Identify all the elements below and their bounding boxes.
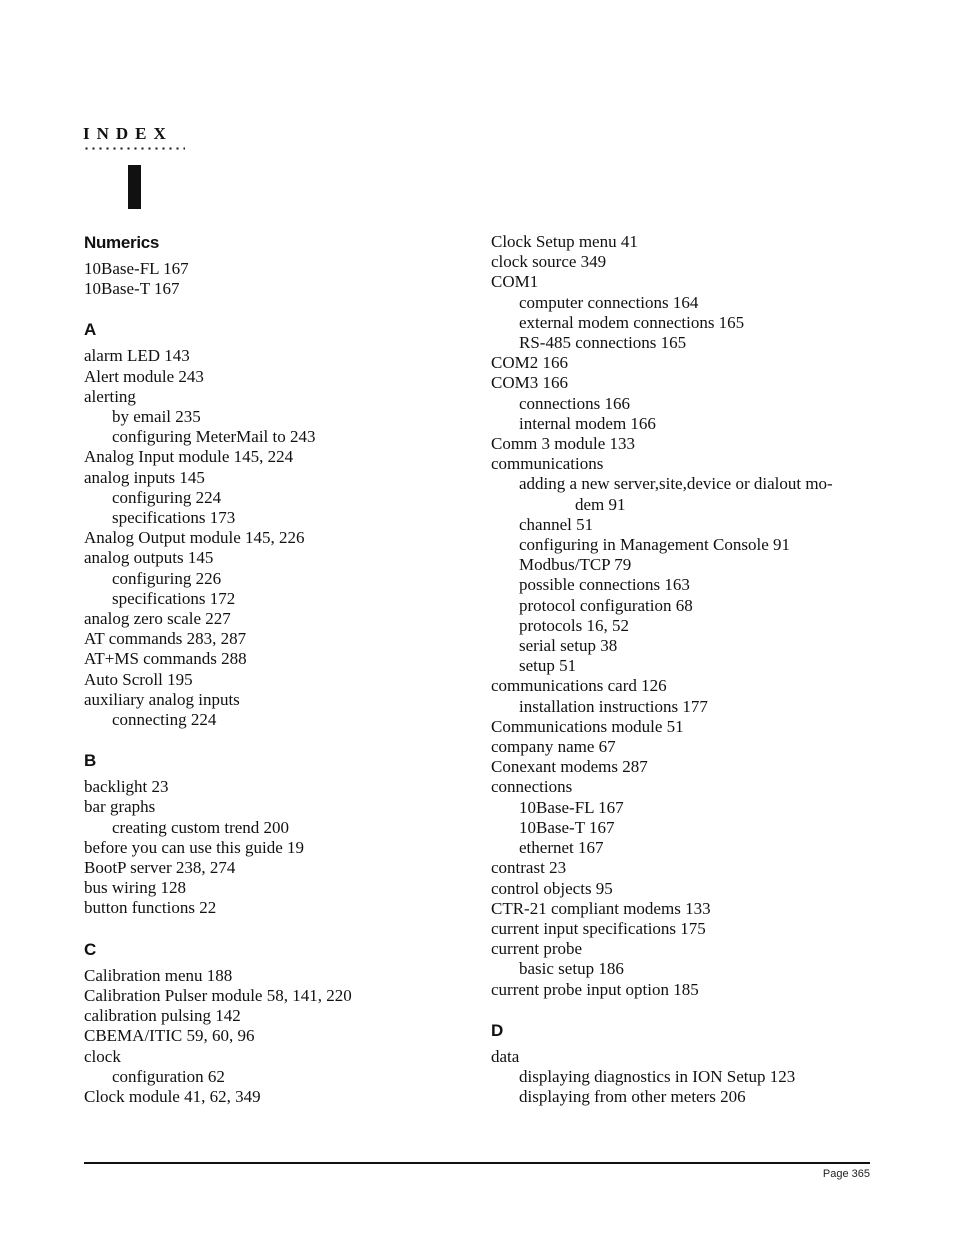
index-header-title: INDEX xyxy=(83,124,173,143)
index-entry: alarm LED 143 xyxy=(84,346,190,366)
index-subentry: computer connections 164 xyxy=(519,292,699,312)
index-entry: current probe xyxy=(491,939,583,959)
index-subentry: configuring 226 xyxy=(112,568,222,588)
index-subentry: setup 51 xyxy=(519,656,577,676)
index-entry: company name 67 xyxy=(491,737,616,757)
index-entry: 10Base-FL 167 xyxy=(84,259,189,278)
index-subentry: configuration 62 xyxy=(112,1066,225,1086)
index-entry: bar graphs xyxy=(84,797,156,817)
index-entry: analog zero scale 227 xyxy=(84,609,231,629)
index-subentry: configuring in Management Console 91 xyxy=(519,535,791,555)
footer-rule xyxy=(84,1162,870,1164)
index-entry: analog inputs 145 xyxy=(84,467,205,487)
index-subentry: configuring MeterMail to 243 xyxy=(112,427,316,447)
index-subentry: configuring 224 xyxy=(112,487,222,507)
index-subentry: serial setup 38 xyxy=(519,636,618,656)
index-entry: Calibration Pulser module 58, 141, 220 xyxy=(84,985,352,1005)
header-dotted-rule xyxy=(83,147,185,150)
index-subentry: adding a new server,site,device or dialout mo- xyxy=(519,474,833,494)
index-entry: Clock Setup menu 41 xyxy=(491,232,638,251)
index-entry: button functions 22 xyxy=(84,898,217,918)
index-subentry: protocol configuration 68 xyxy=(519,595,693,615)
index-entry: Analog Input module 145, 224 xyxy=(84,447,294,467)
index-entry: Comm 3 module 133 xyxy=(491,434,636,454)
index-column-right xyxy=(491,232,881,1107)
index-entry: before you can use this guide 19 xyxy=(84,837,304,857)
page-number: Page 365 xyxy=(822,1168,870,1180)
index-entry: Clock module 41, 62, 349 xyxy=(84,1086,261,1106)
section-heading-a: A xyxy=(84,320,96,340)
index-subentry: 10Base-FL 167 xyxy=(519,797,624,817)
index-entry: calibration pulsing 142 xyxy=(84,1006,241,1026)
index-subentry: external modem connections 165 xyxy=(519,312,745,332)
index-entry: connections xyxy=(491,777,573,797)
index-entry: COM3 166 xyxy=(491,373,568,393)
index-subentry: 10Base-T 167 xyxy=(519,817,615,837)
index-entry: analog outputs 145 xyxy=(84,548,214,568)
index-subentry: displaying from other meters 206 xyxy=(519,1087,746,1107)
index-subentry: possible connections 163 xyxy=(519,575,690,595)
index-subentry: connecting 224 xyxy=(112,710,217,730)
index-entry: control objects 95 xyxy=(491,878,613,898)
section-letter-i-graphic xyxy=(128,165,141,209)
index-entry: Alert module 243 xyxy=(84,366,204,386)
index-subentry: Modbus/TCP 79 xyxy=(519,555,632,575)
index-subentry: displaying diagnostics in ION Setup 123 xyxy=(519,1066,796,1086)
index-entry: AT+MS commands 288 xyxy=(84,649,247,669)
index-entry: communications xyxy=(491,454,604,474)
index-subentry: specifications 173 xyxy=(112,508,236,528)
index-subentry: connections 166 xyxy=(519,393,630,413)
index-entry: BootP server 238, 274 xyxy=(84,858,236,878)
section-heading-c: C xyxy=(84,939,96,959)
section-heading-numerics: Numerics xyxy=(84,233,160,252)
index-subentry: RS-485 connections 165 xyxy=(519,333,687,353)
index-entry: contrast 23 xyxy=(491,858,567,878)
index-subentry: creating custom trend 200 xyxy=(112,817,290,837)
index-entry: clock xyxy=(84,1046,121,1066)
index-subentry: by email 235 xyxy=(112,407,201,427)
index-entry: CBEMA/ITIC 59, 60, 96 xyxy=(84,1026,255,1046)
index-entry: auxiliary analog inputs xyxy=(84,689,240,709)
index-entry: Auto Scroll 195 xyxy=(84,669,193,689)
index-entry: current probe input option 185 xyxy=(491,979,699,999)
index-subentry: specifications 172 xyxy=(112,588,236,608)
index-entry: data xyxy=(491,1046,520,1066)
section-heading-b: B xyxy=(84,751,96,771)
index-subentry: ethernet 167 xyxy=(519,838,604,858)
index-subentry-continuation: dem 91 xyxy=(575,494,626,514)
index-entry: Analog Output module 145, 226 xyxy=(84,528,305,548)
index-subentry: installation instructions 177 xyxy=(519,696,708,716)
index-entry: COM2 166 xyxy=(491,353,568,373)
index-subentry: internal modem 166 xyxy=(519,413,656,433)
index-entry: 10Base-T 167 xyxy=(84,279,180,299)
index-entry: CTR-21 compliant modems 133 xyxy=(491,898,711,918)
index-entry: bus wiring 128 xyxy=(84,878,186,898)
index-entry: AT commands 283, 287 xyxy=(84,629,247,649)
section-heading-d: D xyxy=(491,1020,503,1040)
index-entry: Calibration menu 188 xyxy=(84,965,233,985)
index-entry: Communications module 51 xyxy=(491,716,684,736)
index-column-left xyxy=(84,232,474,1107)
index-entry: backlight 23 xyxy=(84,777,169,797)
index-entry: communications card 126 xyxy=(491,676,667,696)
index-subentry: protocols 16, 52 xyxy=(519,615,630,635)
index-entry: current input specifications 175 xyxy=(491,918,706,938)
index-entry: clock source 349 xyxy=(491,252,607,272)
index-entry: COM1 xyxy=(491,272,539,292)
index-subentry: basic setup 186 xyxy=(519,959,624,979)
index-entry: Conexant modems 287 xyxy=(491,757,648,777)
index-entry: alerting xyxy=(84,386,136,406)
index-subentry: channel 51 xyxy=(519,514,594,534)
